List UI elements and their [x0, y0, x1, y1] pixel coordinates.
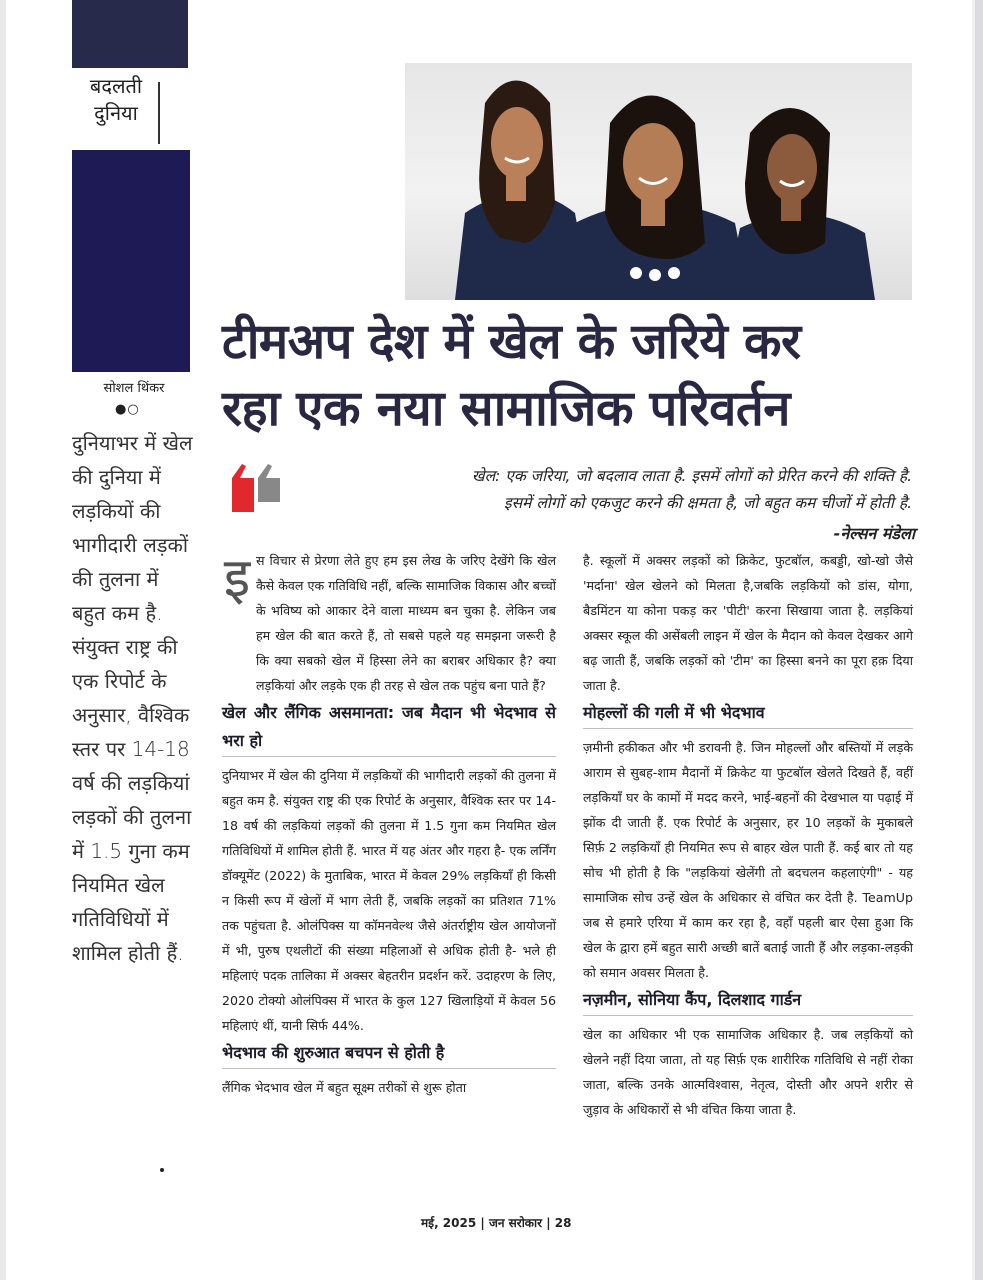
decorative-dot	[160, 1168, 164, 1172]
subheading-gender-inequality: खेल और लैंगिक असमानता: जब मैदान भी भेदभाव से भरा हो	[222, 699, 556, 757]
indicator-dots: ●○	[115, 402, 140, 417]
page-edge-right	[975, 0, 983, 1280]
paragraph-neighborhood-bias: ज़मीनी हकीकत और भी डरावनी है. जिन मोहल्लों और बस्तियों में लड़के आराम से सुबह-शाम मैदानों में क्रिकेट या फुटबॉल खेलते दिखते हैं, वहीं लड़कियाँ घर के कामों में मदद करने, भाई-बहनों की देखभाल या पढ़ाई में झोंक दी जाती हैं. एक रिपोर्ट के अनुसार, हर 10 लड़कों के मुकाबले सिर्फ़ 2 लड़कियाँ ही नियमित रूप से बाहर खेल पाती हैं. कई बार तो यह सोच भी होती है कि "लड़कियां खेलेंगी तो बदचलन कहलाएंगी" - यह सामाजिक सोच उन्हें खेल के अधिकार से वंचित कर देती है. TeamUp जब से हमारे एरिया में काम कर रहा है, वहाँ पहली बार ऐसा हुआ कि खेल के द्वारा हमें बहुत सारी अच्छी बातें बताई जाती हैं और लड़का-लड़की को समान अवसर मिलता है.	[583, 740, 913, 980]
author-role: सोशल थिंकर	[103, 381, 165, 396]
paragraph-childhood-bias: लैंगिक भेदभाव खेल में बहुत सूक्ष्म तरीकों से शुरू होता	[222, 1080, 467, 1095]
subheading-neighborhood-bias: मोहल्लों की गली में भी भेदभाव	[583, 699, 913, 729]
headline-line-1: टीमअप देश में खेल के जरिये कर	[222, 313, 801, 370]
top-color-block	[72, 0, 188, 68]
intro-paragraph: स विचार से प्रेरणा लेते हुए हम इस लेख के जरिए देखेंगे कि खेल कैसे केवल एक गतिविधि नहीं, बल्कि सामाजिक विकास और बच्चों के भविष्य को आकार देने वाला माध्यम बन चुका है. लेकिन जब हम खेल की बात करते हैं, तो सबसे पहले यह समझना जरूरी है कि क्या सबको खेल में हिस्सा लेने का बराबर अधिकार है? क्या लड़कियां और लड़के एक ही तरह से खेल तक पहुंच बना पाते हैं?	[256, 553, 556, 693]
quote-author: -नेल्सन मंडेला	[833, 524, 915, 543]
headline-line-2: रहा एक नया सामाजिक परिवर्तन	[222, 380, 790, 437]
section-label: बदलती दुनिया	[89, 76, 143, 125]
subheading-childhood-bias: भेदभाव की शुरुआत बचपन से होती है	[222, 1039, 556, 1069]
sidebar-color-block	[72, 150, 190, 372]
quote-line-2: इसमें लोगों को एकजुट करने की क्षमता है, जो बहुत कम चीजों में होती है.	[504, 494, 912, 512]
article-column-left	[222, 548, 556, 1100]
headline	[222, 308, 922, 442]
page-edge-left	[0, 0, 6, 1280]
drop-cap: इ	[223, 546, 251, 609]
quote-mark-icon	[228, 460, 284, 516]
paragraph-right-to-play: खेल का अधिकार भी एक सामाजिक अधिकार है. जब लड़कियों को खेलने नहीं दिया जाता, तो यह सिर्फ़ एक शारीरिक गतिविधि से नहीं रोका जाता, बल्कि उनके आत्मविश्वास, नेतृत्व, दोस्ती और अपने शरीर से जुड़ाव के अधिकारों से भी वंचित किया जाता है.	[583, 1027, 913, 1117]
quote-line-1: खेल: एक जरिया, जो बदलाव लाता है. इसमें लोगों को प्रेरित करने की शक्ति है.	[471, 467, 912, 485]
intro-block	[222, 548, 556, 698]
page-footer: मई, 2025 | जन सरोकार | 28	[421, 1216, 572, 1230]
paragraph-school-bias: है. स्कूलों में अक्सर लड़कों को क्रिकेट, फुटबॉल, कबड्डी, खो-खो जैसे 'मर्दाना' खेल खेलने को मिलता है,जबकि लड़कियों को डांस, योगा, बैडमिंटन या कोना पकड़ कर 'पीटी' करना सिखाया जाता है. लड़कियां अक्सर स्कूल की असेंबली लाइन में खेल के मैदान को केवल देखकर आगे बढ़ जाती हैं, जबकि लड़कों को 'टीम' का हिस्सा बनने का पूरा हक़ दिया जाता है.	[583, 553, 913, 693]
subheading-testimonial-credit: नज़मीन, सोनिया कैंप, दिलशाद गार्डन	[583, 986, 913, 1016]
article-column-right	[583, 548, 913, 1122]
sidebar-pull-quote: दुनियाभर में खेल की दुनिया में लड़कियों की भागीदारी लड़कों की तुलना में बहुत कम है. संयुक्त राष्ट्र की एक रिपोर्ट के अनुसार, वैश्विक स्तर पर 14-18 वर्ष की लड़कियां लड़कों की तुलना में 1.5 गुना कम नियमित खेल गतिविधियों में शामिल होती हैं.	[72, 431, 193, 965]
three-women-illustration	[405, 63, 912, 300]
section-rule	[158, 82, 160, 144]
quote-text	[292, 463, 912, 517]
team-photo	[405, 63, 912, 300]
paragraph-gender-inequality: दुनियाभर में खेल की दुनिया में लड़कियों की भागीदारी लड़कों की तुलना में बहुत कम है. संयुक्त राष्ट्र की एक रिपोर्ट के अनुसार, वैश्विक स्तर पर 14-18 वर्ष की लड़कियां लड़कों की तुलना में 1.5 गुना कम नियमित खेल गतिविधियों में शामिल होती हैं. भारत में यह अंतर और गहरा है- एक लर्निंग डॉक्यूमेंट (2022) के मुताबिक, भारत में केवल 29% लड़कियाँ ही किसी न किसी रूप में खेलों में भाग लेती हैं, जबकि लड़कों का प्रतिशत 71% तक पहुंचता है. ओलंपिक्स या कॉमनवेल्थ जैसे अंतर्राष्ट्रीय खेल आयोजनों में भी, पुरुष एथलीटों की संख्या महिलाओं से अधिक होती है- भले ही महिलाएं पदक तालिका में अक्सर बेहतरीन प्रदर्शन करें. उदाहरण के लिए, 2020 टोक्यो ओलंपिक्स में भारत के कुल 127 खिलाड़ियों में केवल 56 महिलाएं थीं, यानी सिर्फ 44%.	[222, 768, 556, 1033]
